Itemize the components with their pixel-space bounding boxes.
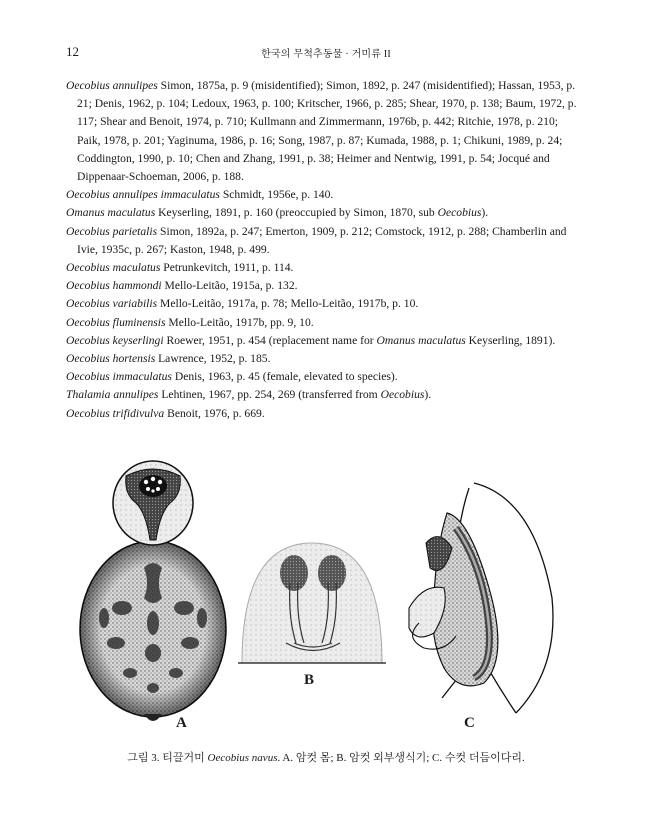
figure-label-c: C xyxy=(464,715,475,731)
citation-text: Benoit, 1976, p. 669. xyxy=(164,406,265,420)
taxon-name: Oecobius fluminensis xyxy=(66,315,166,329)
citation-text: Lehtinen, 1967, pp. 254, 269 (transferred from xyxy=(158,388,381,402)
figure-3 xyxy=(64,458,574,734)
taxon-name: Oecobius maculatus xyxy=(66,261,161,275)
reference-entry xyxy=(66,386,578,404)
citation-text: Keyserling, 1891, p. 160 (preoccupied by Simon, 1870, sub xyxy=(155,206,438,220)
taxon-name-inline: Oecobius xyxy=(380,388,425,402)
citation-text: Lawrence, 1952, p. 185. xyxy=(155,352,271,366)
taxon-name: Oecobius annulipes immaculatus xyxy=(66,188,220,202)
citation-tail: ). xyxy=(424,388,432,402)
epigyne-drawing xyxy=(238,543,386,663)
citation-text: Petrunkevitch, 1911, p. 114. xyxy=(160,261,294,275)
taxon-name: Oecobius immaculatus xyxy=(66,370,172,384)
figure-caption xyxy=(0,749,652,765)
taxon-name-inline: Oecobius xyxy=(437,206,482,220)
citation-text: Mello-Leitão, 1915a, p. 132. xyxy=(161,279,298,293)
reference-entry xyxy=(66,314,578,332)
reference-entry xyxy=(66,186,578,204)
caption-species: Oecobius navus xyxy=(207,752,278,764)
figure-illustration xyxy=(64,458,574,734)
taxon-name: Omanus maculatus xyxy=(66,206,156,220)
citation-tail: Keyserling, 1891). xyxy=(465,333,556,347)
taxon-name: Oecobius hortensis xyxy=(66,352,156,366)
page-number: 12 xyxy=(66,44,79,59)
reference-entry xyxy=(66,350,578,368)
reference-entry xyxy=(66,204,578,222)
page-header xyxy=(66,44,586,60)
reference-entry xyxy=(66,223,578,259)
taxon-name: Oecobius keyserlingi xyxy=(66,333,164,347)
female-body-drawing xyxy=(80,461,226,721)
citation-text: Roewer, 1951, p. 454 (replacement name for xyxy=(163,333,377,347)
taxon-name: Oecobius annulipes xyxy=(66,79,158,92)
citation-text: Schmidt, 1956e, p. 140. xyxy=(219,188,334,202)
taxon-name: Thalamia annulipes xyxy=(66,388,159,402)
citation-text: Simon, 1892a, p. 247; Emerton, 1909, p. 212; Comstock, 1912, p. 288; Chamberlin and Ivie, 1935c, p. 267; Kaston, 1948, p. 499. xyxy=(77,224,567,256)
reference-entry xyxy=(66,295,578,313)
taxon-name: Oecobius trifidivulva xyxy=(66,406,165,420)
taxon-name: Oecobius hammondi xyxy=(66,279,162,293)
caption-prefix: 그림 3. 티끌거미 xyxy=(127,752,208,764)
figure-label-a: A xyxy=(176,715,187,731)
reference-entry xyxy=(66,277,578,295)
taxon-name: Oecobius parietalis xyxy=(66,224,158,238)
figure-label-b: B xyxy=(304,672,315,688)
caption-suffix: . A. 암컷 몸; B. 암컷 외부생식기; C. 수컷 더듬이다리. xyxy=(277,752,525,764)
citation-tail: ). xyxy=(481,206,489,220)
taxon-name-inline: Omanus maculatus xyxy=(376,333,466,347)
citation-text: Mello-Leitão, 1917a, p. 78; Mello-Leitão, 1917b, p. 10. xyxy=(157,297,419,311)
reference-entry xyxy=(66,332,578,350)
male-palp-drawing xyxy=(409,483,553,713)
citation-text: Simon, 1875a, p. 9 (misidentified); Simon, 1892, p. 247 (misidentified); Hassan, 1953, p. 21; Denis, 1962, p. 104; Ledoux, 1963, p. 100; Kritscher, 1966, p. 285; Shear, 1970, p. 138; Baum, 1972, p. 117; Shear and Benoit, 1974, p. 710; Kullmann and Zimmermann, 1976b, p. 442; Ritchie, 1978, p. 210; Paik, 1978, p. 201; Yaginuma, 1986, p. 16; Song, 1987, p. 87; Kumada, 1988, p. 1; Chikuni, 1989, p. 24; Coddington, 1990, p. 10; Chen and Zhang, 1991, p. 38; Heimer and Nentwig, 1991, p. 54; Jocqué and Dippenaar-Schoeman, 2006, p. 188. xyxy=(77,79,577,184)
running-title: 한국의 무척추동물 · 거미류 II xyxy=(261,49,391,60)
reference-entry xyxy=(66,259,578,277)
citation-text: Mello-Leitão, 1917b, pp. 9, 10. xyxy=(165,315,314,329)
reference-entry xyxy=(66,368,578,386)
reference-entry xyxy=(66,405,578,423)
synonymy-list xyxy=(66,77,578,423)
citation-text: Denis, 1963, p. 45 (female, elevated to species). xyxy=(171,370,398,384)
reference-entry xyxy=(66,77,578,186)
taxon-name: Oecobius variabilis xyxy=(66,297,158,311)
